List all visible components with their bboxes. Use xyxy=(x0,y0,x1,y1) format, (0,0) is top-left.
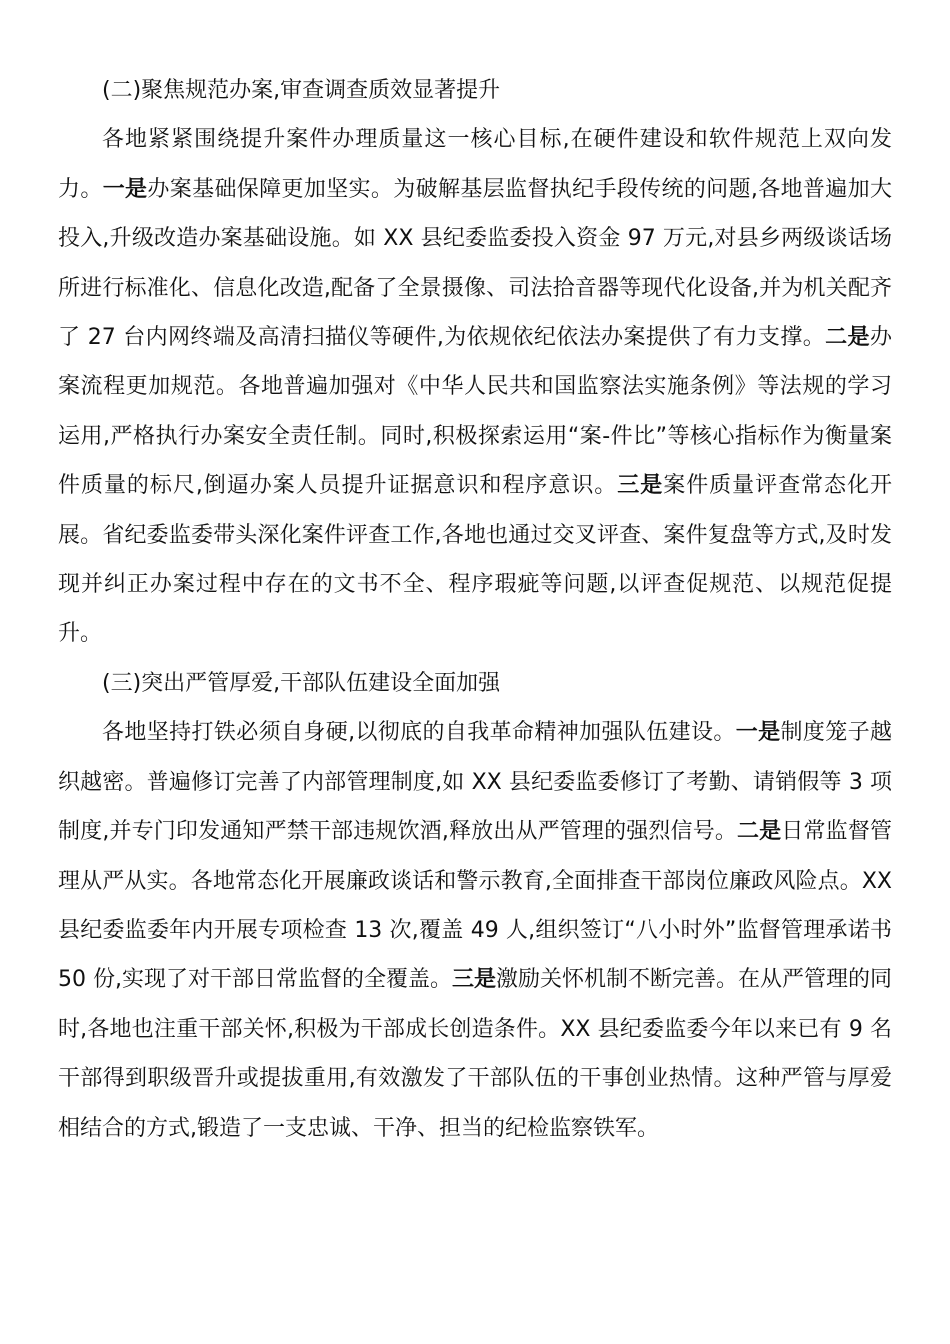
section-paragraph-3 xyxy=(58,708,892,1153)
section-heading-3-text: (三)突出严管厚爱,干部队伍建设全面加强 xyxy=(102,670,501,696)
section-heading-2-text: (二)聚焦规范办案,审查调查质效显著提升 xyxy=(102,78,501,103)
keyword-first: 一是 xyxy=(735,720,781,746)
document-body xyxy=(58,66,892,1153)
paragraph-intro: 各地坚持打铁必须自身硬,以彻底的自我革命精神加强队伍建设。 xyxy=(102,720,736,746)
paragraph-text-first: 制度笼子越织越密。普遍修订完善了内部管理制度,如 XX 县纪委监委修订了考勤、请销假等 3 项制度,并专门印发通知严禁干部违规饮酒,释放出从严管理的强烈信号。 xyxy=(58,720,892,845)
section-paragraph-2 xyxy=(58,115,892,658)
keyword-first: 一是 xyxy=(102,176,148,202)
paragraph-text-second: 日常监督管理从严从实。各地常态化开展廉政谈话和警示教育,全面排查干部岗位廉政风险点。XX 县纪委监委年内开展专项检查 13 次,覆盖 49 人,组织签订“八小时外”监督管理承诺书 50 份,实现了对干部日常监督的全覆盖。 xyxy=(58,819,892,993)
keyword-third: 三是 xyxy=(617,473,664,499)
keyword-third: 三是 xyxy=(451,967,496,993)
paragraph-text-third: 激励关怀机制不断完善。在从严管理的同时,各地也注重干部关怀,积极为干部成长创造条件。XX 县纪委监委今年以来已有 9 名干部得到职级晋升或提拔重用,有效激发了干部队伍的干事创业热情。这种严管与厚爱相结合的方式,锻造了一支忠诚、干净、担当的纪检监察铁军。 xyxy=(58,967,893,1141)
section-heading-3 xyxy=(58,659,892,708)
keyword-second: 二是 xyxy=(737,819,782,845)
paragraph-text-second: 办案流程更加规范。各地普遍加强对《中华人民共和国监察法实施条例》等法规的学习运用,严格执行办案安全责任制。同时,积极探索运用“案-件比”等核心指标作为衡量案件质量的标尺,倒逼办案人员提升证据意识和程序意识。 xyxy=(58,325,892,499)
paragraph-text-third: 案件质量评查常态化开展。省纪委监委带头深化案件评查工作,各地也通过交叉评查、案件复盘等方式,及时发现并纠正办案过程中存在的文书不全、程序瑕疵等问题,以评查促规范、以规范促提升。 xyxy=(58,473,892,647)
section-heading-2 xyxy=(58,66,892,115)
paragraph-text-first: 办案基础保障更加坚实。为破解基层监督执纪手段传统的问题,各地普遍加大投入,升级改造办案基础设施。如 XX 县纪委监委投入资金 97 万元,对县乡两级谈话场所进行标准化、信息化改造,配备了全景摄像、司法拾音器等现代化设备,并为机关配齐了 27 台内网终端及高清扫描仪等硬件,为依规依纪依法办案提供了有力支撑。 xyxy=(58,176,892,351)
paragraph-intro: 各地紧紧围绕提升案件办理质量这一核心目标,在硬件建设和软件规范上双向发力。 xyxy=(58,127,892,202)
keyword-second: 二是 xyxy=(825,325,870,351)
